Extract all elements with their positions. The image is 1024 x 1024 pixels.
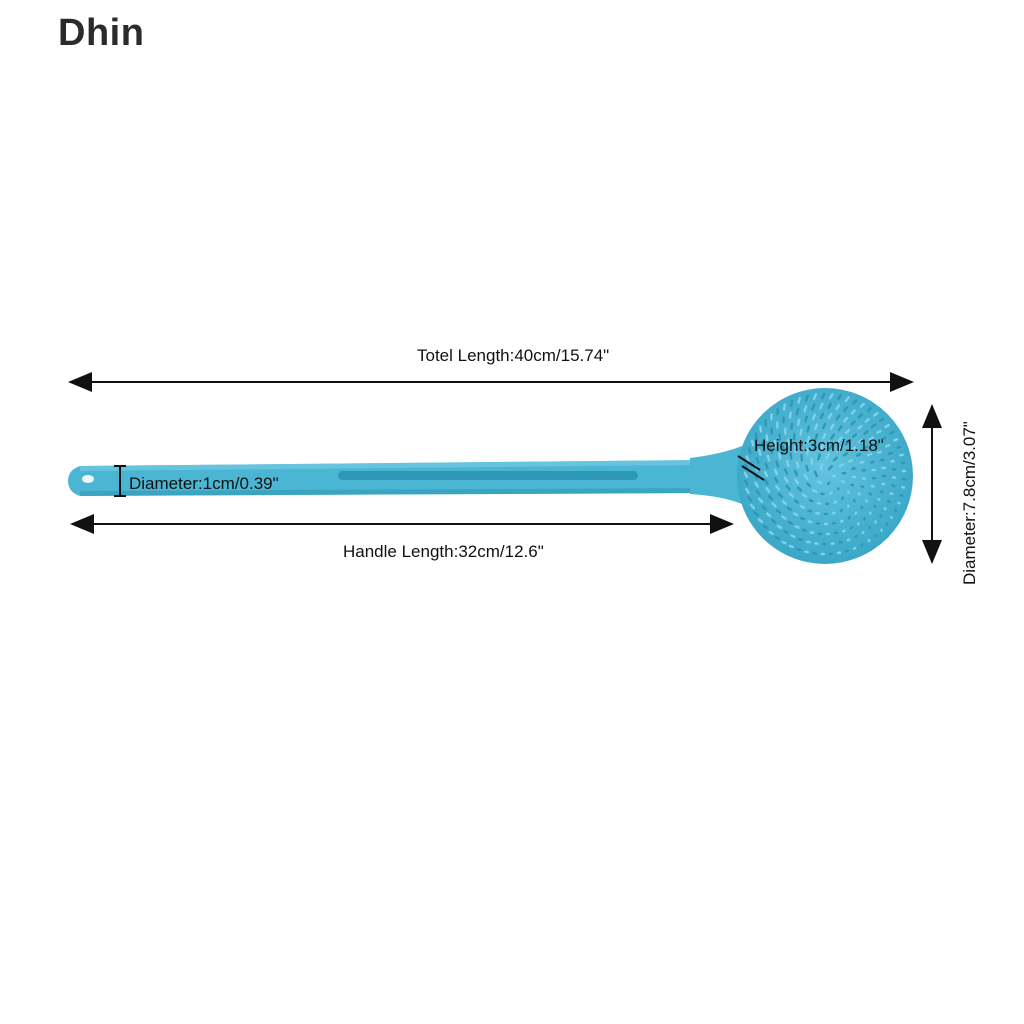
hang-hole (82, 475, 94, 483)
head-diameter-label: Diameter:7.8cm/3.07" (960, 421, 979, 585)
brush-head (737, 388, 913, 564)
handle-diameter-label: Diameter:1cm/0.39" (129, 474, 279, 493)
head-height-label: Height:3cm/1.18" (754, 436, 884, 455)
handle-slot (338, 471, 638, 480)
brand-logo-text: Dhin (58, 12, 145, 54)
handle-length-label: Handle Length:32cm/12.6" (343, 542, 544, 561)
total-length-label: Totel Length:40cm/15.74" (417, 346, 610, 365)
